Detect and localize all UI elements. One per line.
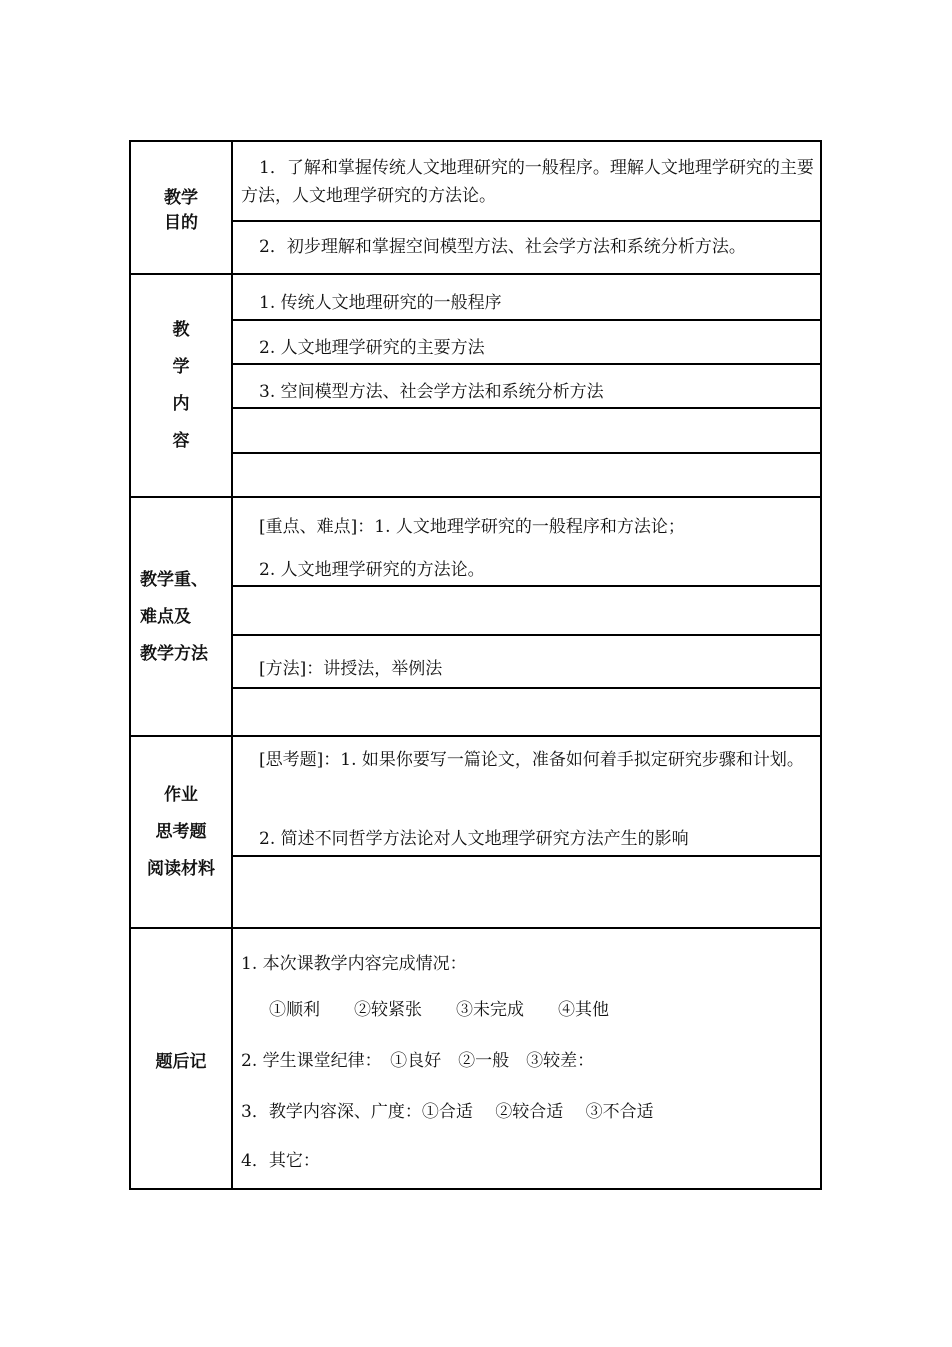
goal-item-1: 1．了解和掌握传统人文地理研究的一般程序。理解人文地理学研究的主要方法，人文地理学研究的方法论。 [241,158,814,206]
focus-method: [方法]：讲授法，举例法 [259,659,443,679]
goal-item-2: 2．初步理解和掌握空间模型方法、社会学方法和系统分析方法。 [259,237,746,257]
goal-label-line: 教学 [164,188,198,208]
homework-label [131,736,231,928]
notes-line-1-options: ①顺利 ②较紧张 ③未完成 ④其他 [269,1000,609,1020]
section-divider [131,273,820,275]
notes-line-1: 1. 本次课教学内容完成情况： [241,954,467,974]
focus-label-line: 教学方法 [140,643,208,664]
row-divider [231,363,820,365]
notes-line-2: 2. 学生课堂纪律： ①良好 ②一般 ③较差： [241,1051,595,1071]
column-divider [231,142,233,1188]
content-label [131,275,231,497]
content-label-line: 内 [172,394,190,414]
content-label-line: 容 [172,431,190,451]
row-divider [231,407,820,409]
homework-label-line: 作业 [164,784,198,805]
notes-label [131,929,231,1190]
goal-label [131,142,231,274]
lesson-plan-table [129,140,822,1190]
homework-question-1: [思考题]：1. 如果你要写一篇论文，准备如何着手拟定研究步骤和计划。 [259,750,804,770]
content-item-3: 3. 空间模型方法、社会学方法和系统分析方法 [259,382,604,402]
focus-key-points-2: 2. 人文地理学研究的方法论。 [259,560,485,580]
row-divider [231,452,820,454]
focus-label-line: 难点及 [140,606,191,627]
goal-label-line: 目的 [164,213,198,233]
homework-question-2: 2. 简述不同哲学方法论对人文地理学研究方法产生的影响 [259,829,689,849]
notes-label-text: 题后记 [155,1052,207,1072]
notes-line-3: 3．教学内容深、广度：①合适 ②较合适 ③不合适 [241,1102,654,1122]
focus-label-line: 教学重、 [140,569,208,590]
row-divider [231,687,820,689]
focus-label [131,498,231,736]
section-divider [131,496,820,498]
row-divider [231,585,820,587]
content-label-line: 学 [172,357,190,377]
homework-label-line: 阅读材料 [147,858,215,879]
row-divider [231,634,820,636]
homework-label-line: 思考题 [155,821,207,842]
row-divider [231,319,820,321]
focus-key-points: [重点、难点]：1. 人文地理学研究的一般程序和方法论； [259,517,685,537]
section-divider [131,927,820,929]
content-item-2: 2. 人文地理学研究的主要方法 [259,338,485,358]
notes-line-4: 4．其它： [241,1151,320,1171]
row-divider [231,855,820,857]
content-label-line: 教 [172,320,190,340]
row-divider [231,220,820,222]
section-divider [131,735,820,737]
content-item-1: 1. 传统人文地理研究的一般程序 [259,293,502,313]
